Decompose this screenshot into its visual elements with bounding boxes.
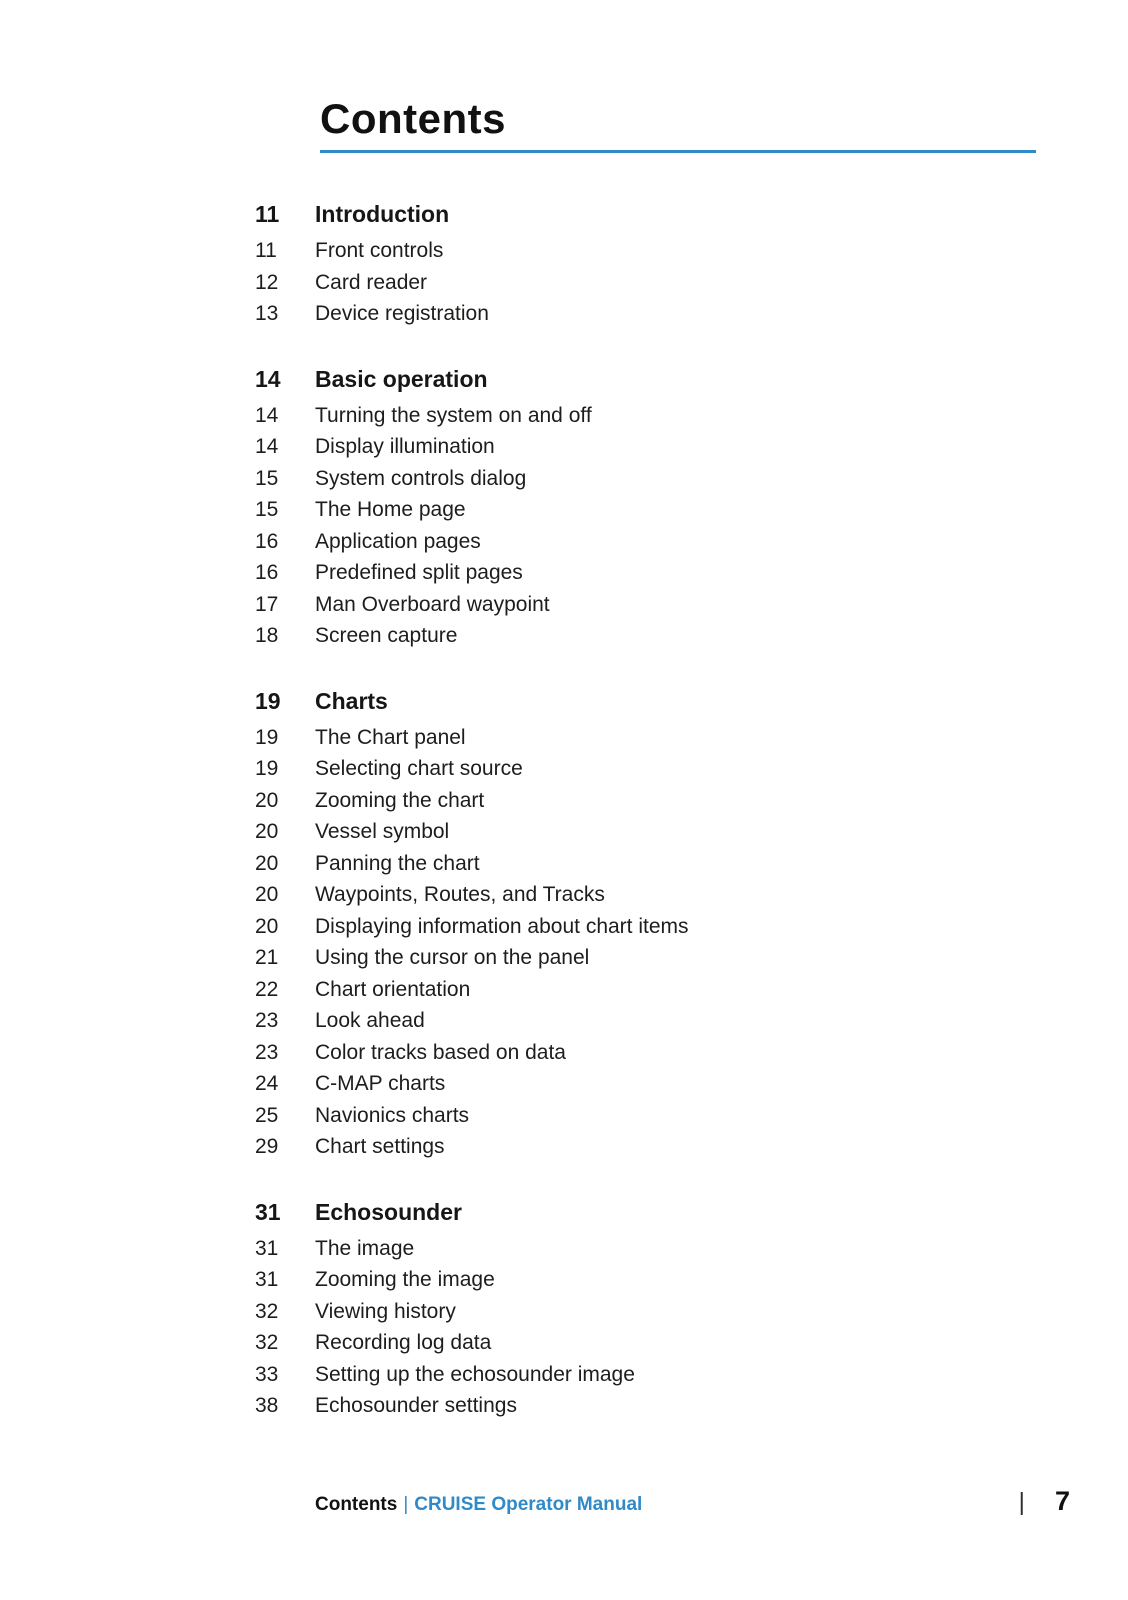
- toc-entry-label: The image: [315, 1236, 415, 1260]
- title-underline: [320, 150, 1036, 153]
- toc-entry: [255, 816, 1041, 848]
- toc-entry-label: Look ahead: [315, 1009, 425, 1032]
- toc-entry-page-number: 33: [255, 1362, 279, 1386]
- toc-entry-page-number: 25: [255, 1103, 279, 1127]
- toc-section: [255, 1197, 1041, 1422]
- toc-entry-label: Zooming the image: [315, 1268, 495, 1291]
- toc-entry: [255, 753, 1041, 785]
- toc-entry-label: Zooming the chart: [315, 788, 485, 812]
- toc-entry-page-number: 16: [255, 561, 279, 584]
- toc-entry: [255, 879, 1041, 911]
- toc-entry-page-number: 29: [255, 1135, 279, 1158]
- toc-section: [255, 199, 1041, 330]
- toc-entry-page-number: 14: [255, 435, 279, 458]
- toc-entry-page-number: 38: [255, 1394, 279, 1417]
- toc-section-title: Basic operation: [315, 365, 488, 392]
- toc-entry: [255, 1296, 1041, 1328]
- toc-entry-page-number: 20: [255, 788, 279, 812]
- toc-section-title: Charts: [315, 687, 388, 714]
- toc-entry-page-number: 24: [255, 1072, 279, 1095]
- toc-entry-label: Display illumination: [315, 435, 495, 458]
- toc-entry-page-number: 15: [255, 498, 279, 521]
- page-number: 7: [1054, 1486, 1070, 1516]
- footer-breadcrumb: [315, 1494, 642, 1516]
- toc-entry: [255, 589, 1041, 621]
- toc-entry-page-number: 11: [255, 239, 277, 262]
- footer-page-indicator: [1018, 1486, 1070, 1517]
- toc-entry: [255, 785, 1041, 817]
- toc-entry-label: System controls dialog: [315, 466, 527, 490]
- toc-entry: [255, 463, 1041, 495]
- toc-entry: [255, 848, 1041, 880]
- toc-entry: [255, 267, 1041, 299]
- toc-entry-label: Displaying information about chart items: [315, 914, 689, 938]
- toc-section: [255, 364, 1041, 652]
- toc-entry: [255, 1233, 1041, 1265]
- toc-section-heading: [255, 364, 1041, 394]
- toc-entry-label: Using the cursor on the panel: [315, 946, 590, 969]
- toc-entry: [255, 1005, 1041, 1037]
- toc-entry-label: Chart orientation: [315, 977, 471, 1001]
- toc-entry-page-number: 20: [255, 820, 279, 843]
- page-content: [255, 96, 1041, 1456]
- toc-section-heading: [255, 686, 1041, 716]
- footer-manual-name: CRUISE Operator Manual: [414, 1494, 643, 1515]
- toc-entry: [255, 526, 1041, 558]
- toc-entry-page-number: 18: [255, 624, 279, 647]
- toc-section-page-number: 31: [255, 1198, 281, 1225]
- toc-entry-label: Turning the system on and off: [315, 403, 592, 427]
- toc-entry: [255, 974, 1041, 1006]
- toc-entry: [255, 1131, 1041, 1163]
- toc-section-page-number: 14: [255, 365, 281, 392]
- page-title: Contents: [320, 95, 506, 142]
- toc-entry-label: The Chart panel: [315, 725, 466, 749]
- toc-entry: [255, 557, 1041, 589]
- toc-entry-page-number: 21: [255, 946, 279, 969]
- toc-entry-label: C-MAP charts: [315, 1072, 446, 1095]
- toc-entry-label: Predefined split pages: [315, 561, 523, 584]
- page-footer: [315, 1486, 1070, 1517]
- toc-entry-label: Echosounder settings: [315, 1394, 517, 1417]
- toc-section-title: Introduction: [315, 201, 450, 227]
- toc-section-page-number: 19: [255, 687, 281, 714]
- toc-entry: [255, 942, 1041, 974]
- toc: [255, 199, 1041, 1422]
- toc-entry: [255, 298, 1041, 330]
- toc-entry-page-number: 14: [255, 403, 279, 427]
- toc-entry-label: Man Overboard waypoint: [315, 592, 550, 616]
- toc-entry-page-number: 31: [255, 1236, 279, 1260]
- toc-entry: [255, 1037, 1041, 1069]
- toc-entry-label: Setting up the echosounder image: [315, 1362, 635, 1386]
- footer-section-label: Contents: [315, 1494, 398, 1515]
- toc-entry-label: Viewing history: [315, 1299, 456, 1323]
- toc-entry-page-number: 17: [255, 592, 279, 616]
- toc-entry-label: Front controls: [315, 239, 444, 262]
- toc-entry-page-number: 31: [255, 1268, 279, 1291]
- toc-entry-label: Selecting chart source: [315, 757, 523, 780]
- toc-entry-label: Navionics charts: [315, 1103, 470, 1127]
- toc-entry-label: Chart settings: [315, 1135, 445, 1158]
- toc-entry-label: Screen capture: [315, 624, 458, 647]
- toc-entry: [255, 1327, 1041, 1359]
- toc-entry: [255, 1264, 1041, 1296]
- toc-entry: [255, 235, 1041, 267]
- toc-entry-label: Recording log data: [315, 1331, 492, 1354]
- toc-entry-page-number: 23: [255, 1040, 279, 1064]
- toc-entry: [255, 1100, 1041, 1132]
- toc-entry-page-number: 32: [255, 1331, 279, 1354]
- toc-entry-page-number: 22: [255, 977, 279, 1001]
- toc-entry-label: Card reader: [315, 270, 428, 294]
- toc-section-heading: [255, 199, 1041, 229]
- toc-entry-label: Color tracks based on data: [315, 1040, 566, 1064]
- toc-entry: [255, 1359, 1041, 1391]
- toc-entry-page-number: 13: [255, 302, 279, 325]
- toc-entry-page-number: 20: [255, 851, 279, 875]
- toc-entry: [255, 722, 1041, 754]
- toc-entry: [255, 400, 1041, 432]
- toc-entry-page-number: 20: [255, 914, 279, 938]
- toc-entry-label: Device registration: [315, 302, 489, 325]
- toc-entry-page-number: 19: [255, 757, 279, 780]
- toc-entry: [255, 620, 1041, 652]
- page-number-bar: |: [1018, 1488, 1025, 1516]
- toc-entry-label: Panning the chart: [315, 851, 480, 875]
- toc-entry-label: The Home page: [315, 498, 466, 521]
- toc-entry: [255, 911, 1041, 943]
- toc-entry-page-number: 12: [255, 270, 279, 294]
- toc-section-page-number: 11: [255, 201, 280, 227]
- toc-entry-label: Application pages: [315, 529, 481, 553]
- toc-section: [255, 686, 1041, 1163]
- toc-entry-page-number: 20: [255, 883, 279, 906]
- toc-entry-page-number: 23: [255, 1009, 279, 1032]
- toc-section-title: Echosounder: [315, 1198, 462, 1225]
- footer-separator: |: [403, 1494, 409, 1515]
- toc-entry-label: Vessel symbol: [315, 820, 450, 843]
- toc-entry: [255, 494, 1041, 526]
- toc-entry: [255, 1068, 1041, 1100]
- toc-section-heading: [255, 1197, 1041, 1227]
- toc-entry-page-number: 19: [255, 725, 279, 749]
- toc-entry-page-number: 32: [255, 1299, 279, 1323]
- toc-entry-page-number: 15: [255, 466, 279, 490]
- toc-entry: [255, 431, 1041, 463]
- toc-entry-page-number: 16: [255, 529, 279, 553]
- toc-entry-label: Waypoints, Routes, and Tracks: [315, 883, 605, 906]
- toc-entry: [255, 1390, 1041, 1422]
